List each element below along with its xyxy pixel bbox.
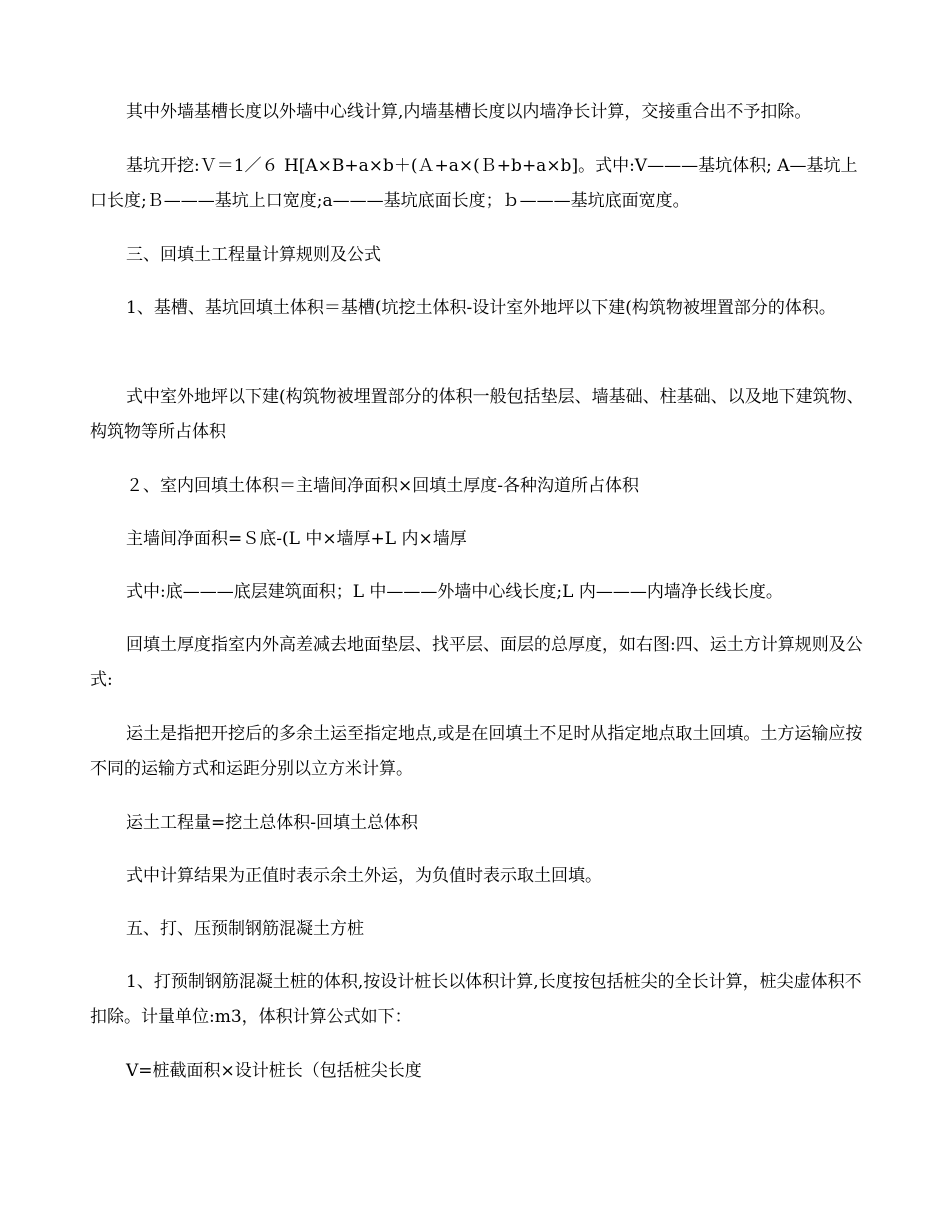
paragraph-earth-transport: 运土是指把开挖后的多余土运至指定地点,或是在回填土不足时从指定地点取土回填。土方运输应按不同的运输方式和运距分别以立方米计算。 — [90, 724, 863, 779]
paragraph-transport-formula: 运土工程量=挖土总体积-回填土总体积 — [126, 813, 418, 833]
paragraph-pile-formula: V=桩截面积×设计桩长（包括桩尖长度 — [126, 1061, 422, 1081]
paragraph-trench-backfill: 1、基槽、基坑回填土体积＝基槽(坑挖土体积-设计室外地坪以下建(构筑物被埋置部分的体积。 — [126, 298, 836, 318]
paragraph-backfill-thickness: 回填土厚度指室内外高差减去地面垫层、找平层、面层的总厚度，如右图:四、运土方计算规则及公式: — [90, 635, 863, 690]
paragraph-buried-volume: 式中室外地坪以下建(构筑物被埋置部分的体积一般包括垫层、墙基础、柱基础、以及地下建筑物、构筑物等所占体积 — [90, 387, 864, 442]
section-heading-backfill: 三、回填土工程量计算规则及公式 — [126, 245, 381, 265]
paragraph-area-definitions: 式中:底———底层建筑面积；L 中———外墙中心线长度;L 内———内墙净长线长度。 — [126, 582, 783, 602]
paragraph-indoor-backfill: ２、室内回填土体积＝主墙间净面积×回填土厚度-各种沟道所占体积 — [126, 476, 639, 496]
paragraph-net-area: 主墙间净面积=Ｓ底-(L 中×墙厚+L 内×墙厚 — [126, 529, 467, 549]
paragraph-result-meaning: 式中计算结果为正值时表示余土外运，为负值时表示取土回填。 — [126, 866, 602, 886]
paragraph-pit-formula: 基坑开挖:Ｖ＝1／６ H[A×B+a×b＋(Ａ+a×(Ｂ+b+a×b]。式中:V———基坑体积; A—基坑上口长度;Ｂ———基坑上口宽度;a———基坑底面长度；ｂ———基坑底面宽度。 — [90, 156, 858, 211]
paragraph-pile-volume: 1、打预制钢筋混凝土桩的体积,按设计桩长以体积计算,长度按包括桩尖的全长计算，桩尖虚体积不扣除。计量单位:m3，体积计算公式如下： — [90, 972, 862, 1027]
paragraph-trench-length: 其中外墙基槽长度以外墙中心线计算,内墙基槽长度以内墙净长计算，交接重合出不予扣除。 — [126, 102, 812, 122]
section-heading-piles: 五、打、压预制钢筋混凝土方桩 — [126, 919, 364, 939]
